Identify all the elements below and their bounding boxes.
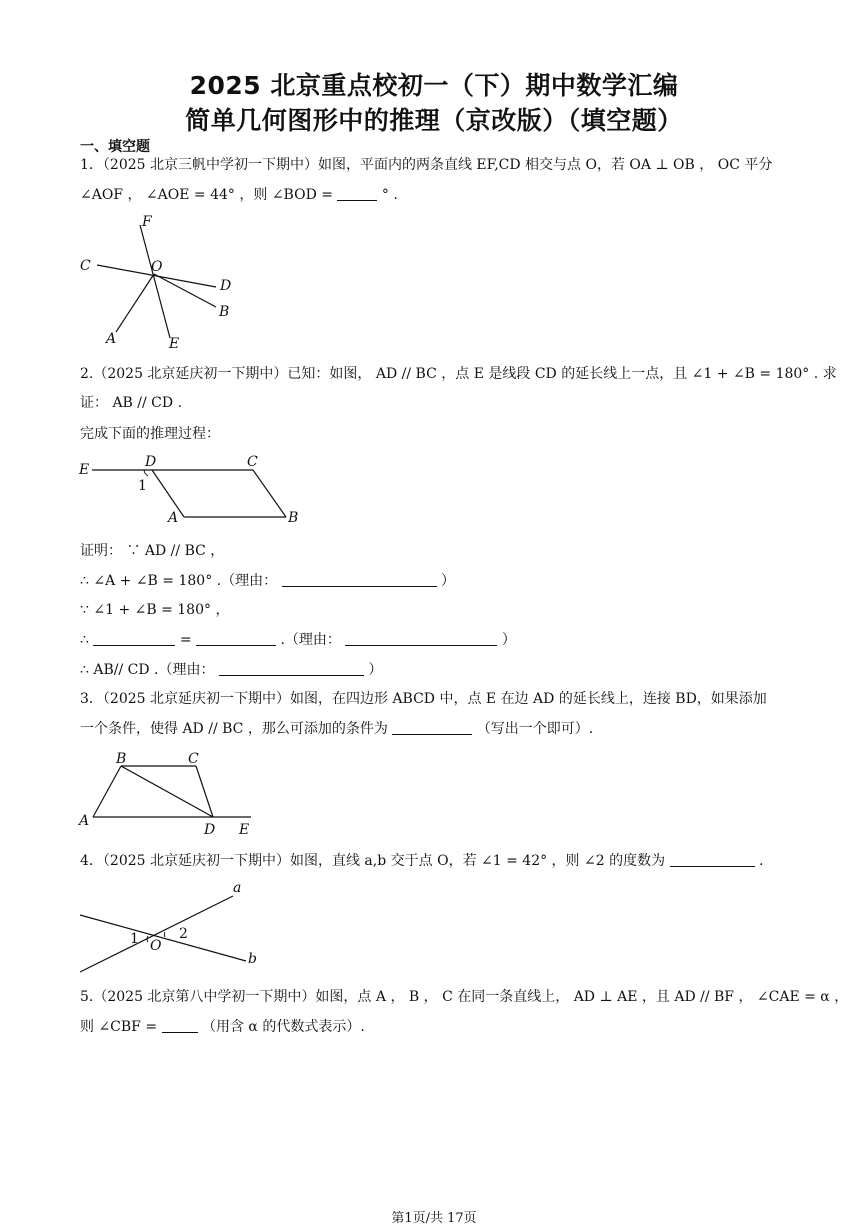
q2-reason-3-blank[interactable] bbox=[219, 661, 364, 676]
section-heading: 一、填空题 bbox=[80, 139, 150, 155]
q5-line-2-end: （用含 α 的代数式表示）. bbox=[201, 1019, 365, 1035]
q2-proof-4-therefore: ∴ bbox=[80, 632, 89, 648]
line-ef bbox=[140, 225, 170, 338]
label-c: C bbox=[247, 454, 258, 470]
q2-line-2: 证： AB // CD . bbox=[80, 395, 183, 411]
q2-angle-blank-1[interactable] bbox=[93, 631, 175, 646]
title-line-1: 2025 北京重点校初一（下）期中数学汇编 bbox=[189, 71, 679, 100]
q1-figure bbox=[76, 212, 246, 352]
line-ab bbox=[93, 766, 121, 817]
q2-proof-1: 证明： ∵ AD // BC ， bbox=[80, 543, 225, 559]
q3-line-2-text: 一个条件，使得 AD // BC ，那么可添加的条件为 bbox=[80, 721, 388, 737]
q3-line-2-end: （写出一个即可）. bbox=[476, 721, 594, 737]
q2-line-3: 完成下面的推理过程： bbox=[80, 426, 220, 442]
label-a: A bbox=[79, 813, 90, 829]
label-angle-2: 2 bbox=[179, 926, 188, 942]
line-a bbox=[80, 896, 233, 972]
title-line-2: 简单几何图形中的推理（京改版）（填空题） bbox=[185, 106, 683, 135]
line-cb bbox=[253, 470, 286, 517]
q2-proof-3: ∵ ∠1 + ∠B = 180° ， bbox=[80, 602, 230, 618]
label-angle-1: 1 bbox=[130, 931, 139, 947]
q2-proof-4-end: ） bbox=[501, 632, 516, 648]
label-a: A bbox=[168, 510, 179, 526]
q5-answer-blank[interactable] bbox=[162, 1018, 198, 1033]
q3-answer-blank[interactable] bbox=[392, 720, 472, 735]
label-c: C bbox=[80, 258, 91, 274]
q4-line-1 bbox=[80, 852, 763, 870]
q2-proof-4 bbox=[80, 631, 516, 649]
q3-line-2 bbox=[80, 720, 593, 738]
q2-reason-1-blank[interactable] bbox=[282, 572, 437, 587]
label-e: E bbox=[79, 462, 90, 478]
angle-1-arc bbox=[144, 470, 148, 476]
q1-answer-blank[interactable] bbox=[337, 186, 377, 201]
label-b: B bbox=[288, 510, 299, 526]
q4-line-1-text: 4．（2025 北京延庆初一下期中）如图，直线 a,b 交于点 O，若 ∠1 = 42° ，则 ∠2 的度数为 bbox=[80, 853, 666, 869]
label-d: D bbox=[204, 822, 216, 838]
q1-line-1: 1．（2025 北京三帆中学初一下期中）如图，平面内的两条直线 EF,CD 相交与点 O，若 OA ⊥ OB ， OC 平分 bbox=[80, 157, 773, 173]
label-a: A bbox=[106, 331, 117, 347]
line-b bbox=[80, 915, 246, 961]
label-o: O bbox=[151, 259, 163, 275]
label-o: O bbox=[150, 938, 162, 954]
ray-oa bbox=[116, 274, 154, 332]
q2-proof-2 bbox=[80, 572, 455, 590]
label-f: F bbox=[142, 214, 152, 230]
label-b: B bbox=[219, 304, 230, 320]
label-c: C bbox=[188, 751, 199, 767]
q5-line-2-text: 则 ∠CBF = bbox=[80, 1019, 158, 1035]
q3-figure bbox=[76, 745, 261, 840]
q2-proof-4-reason: .（理由： bbox=[280, 632, 341, 648]
label-angle-1: 1 bbox=[138, 478, 147, 494]
q1-line-2-end: ° . bbox=[381, 187, 398, 203]
q2-proof-2-text: ∴ ∠A + ∠B = 180° .（理由： bbox=[80, 573, 278, 589]
q1-line-2 bbox=[80, 186, 398, 204]
line-bd bbox=[121, 766, 213, 817]
q2-line-1: 2.（2025 北京延庆初一下期中）已知：如图， AD // BC ，点 E 是线段 CD 的延长线上一点，且 ∠1 + ∠B = 180° . 求 bbox=[80, 366, 837, 382]
q2-proof-5-end: ） bbox=[368, 662, 383, 678]
q4-figure bbox=[76, 880, 266, 978]
page-footer: 第1页/共 17页 bbox=[391, 1211, 477, 1226]
q4-line-1-end: . bbox=[759, 853, 764, 869]
label-b: B bbox=[116, 751, 127, 767]
q1-line-2-text: ∠AOF ， ∠AOE = 44° ，则 ∠BOD = bbox=[80, 187, 333, 203]
angle-2-arc bbox=[164, 932, 165, 937]
label-a: a bbox=[233, 880, 242, 896]
q2-angle-blank-2[interactable] bbox=[196, 631, 276, 646]
q5-line-1: 5.（2025 北京第八中学初一下期中）如图，点 A ， B ， C 在同一条直线上， AD ⊥ AE ，且 AD // BF ， ∠CAE = α ， bbox=[80, 989, 849, 1005]
ray-ob bbox=[154, 274, 216, 307]
label-e: E bbox=[239, 822, 250, 838]
q2-proof-4-equals: = bbox=[179, 632, 192, 648]
q2-figure bbox=[76, 450, 316, 530]
angle-1-arc bbox=[147, 936, 148, 942]
label-d: D bbox=[145, 454, 157, 470]
q4-answer-blank[interactable] bbox=[670, 852, 755, 867]
label-e: E bbox=[169, 336, 180, 352]
q2-reason-2-blank[interactable] bbox=[345, 631, 497, 646]
q2-proof-2-end: ） bbox=[441, 573, 456, 589]
q5-line-2 bbox=[80, 1018, 365, 1036]
q2-proof-5-text: ∴ AB// CD .（理由： bbox=[80, 662, 215, 678]
q3-line-1: 3．（2025 北京延庆初一下期中）如图，在四边形 ABCD 中，点 E 在边 AD 的延长线上，连接 BD，如果添加 bbox=[80, 691, 767, 707]
label-b: b bbox=[248, 951, 257, 967]
q2-proof-5 bbox=[80, 661, 382, 679]
label-d: D bbox=[220, 278, 232, 294]
